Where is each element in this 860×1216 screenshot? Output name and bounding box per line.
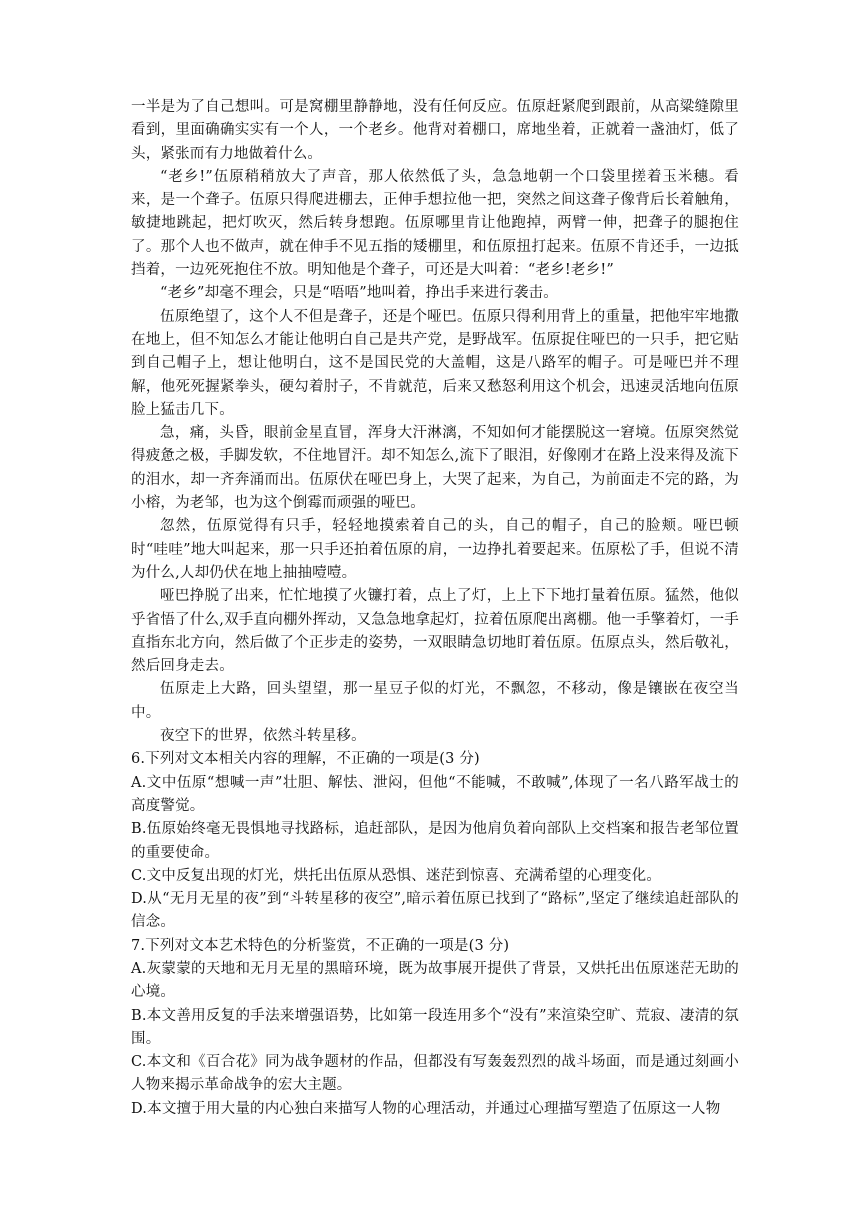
story-paragraph: 忽然，伍原觉得有只手，轻轻地摸索着自己的头，自己的帽子，自己的脸颊。哑巴顿时“哇哇”地大叫起来，那一只手还拍着伍原的肩，一边挣扎着要起来。伍原松了手，但说不清为什么,人却仍伏在地上抽抽噎噎。 bbox=[131, 518, 739, 581]
option-c: C.本文和《百合花》同为战争题材的作品，但都没有写轰轰烈烈的战斗场面，而是通过刻画小人物来揭示革命战争的宏大主题。 bbox=[131, 1054, 739, 1094]
option-a: A.文中伍原“想喊一声”壮胆、解怯、泄闷，但他“不能喊，不敢喊”,体现了一名八路军战士的高度警觉。 bbox=[131, 774, 739, 814]
question-stem: 7.下列对文本艺术特色的分析鉴赏，不正确的一项是(3 分) bbox=[131, 937, 510, 954]
option-b: B.本文善用反复的手法来增强语势，比如第一段连用多个“没有”来渲染空旷、荒寂、凄清的氛围。 bbox=[131, 1007, 739, 1047]
option-b: B.伍原始终毫无畏惧地寻找路标，追赶部队，是因为他肩负着向部队上交档案和报告老邹位置的重要使命。 bbox=[131, 821, 739, 861]
story-paragraph: 急，痛，头昏，眼前金星直冒，浑身大汗淋漓，不知如何才能摆脱这一窘境。伍原突然觉得疲惫之极，手脚发软，不住地冒汗。却不知怎么,流下了眼泪，好像刚才在路上没来得及流下的泪水，却一齐奔涌而出。伍原伏在哑巴身上，大哭了起来，为自己，为前面走不完的路，为小榕，为老邹，也为这个倒霉而顽强的哑巴。 bbox=[131, 425, 739, 512]
question-6 bbox=[131, 748, 739, 934]
option-c: C.文中反复出现的灯光，烘托出伍原从恐惧、迷茫到惊喜、充满希望的心理变化。 bbox=[131, 867, 662, 884]
option-d: D.本文擅于用大量的内心独白来描写人物的心理活动，并通过心理描写塑造了伍原这一人物 bbox=[131, 1100, 721, 1117]
story-text bbox=[131, 96, 739, 748]
document-page bbox=[131, 96, 739, 1121]
story-paragraph: 伍原绝望了，这个人不但是聋子，还是个哑巴。伍原只得利用背上的重量，把他牢牢地撒在地上，但不知怎么才能让他明白自己是共产党，是野战军。伍原捉住哑巴的一只手，把它贴到自己帽子上，想让他明白，这不是国民党的大盖帽，这是八路军的帽子。可是哑巴并不理解，他死死握紧拳头，硬勾着肘子，不肯就范，后来又愁怒利用这个机会，迅速灵活地向伍原脸上猛击几下。 bbox=[131, 308, 739, 418]
story-paragraph: 一半是为了自己想叫。可是窝棚里静静地，没有任何反应。伍原赶紧爬到跟前，从高粱缝隙里看到，里面确确实实有一个人，一个老乡。他背对着棚口，席地坐着，正就着一盏油灯，低了头，紧张而有力地做着什么。 bbox=[131, 99, 739, 162]
story-paragraph: 哑巴挣脱了出来，忙忙地摸了火镰打着，点上了灯，上上下下地打量着伍原。猛然，他似乎省悟了什么,双手直向棚外挥动，又急急地拿起灯，拉着伍原爬出离棚。他一手擎着灯，一手直指东北方向，然后做了个正步走的姿势，一双眼睛急切地盯着伍原。伍原点头，然后敬礼，然后回身走去。 bbox=[131, 588, 739, 675]
story-paragraph: 伍原走上大路，回头望望，那一星豆子似的灯光，不飘忽，不移动，像是镶嵌在夜空当中。 bbox=[131, 681, 739, 721]
question-stem: 6.下列对文本相关内容的理解，不正确的一项是(3 分) bbox=[131, 751, 480, 768]
option-d: D.从“无月无星的夜”到“斗转星移的夜空”,暗示着伍原已找到了“路标”,坚定了继续追赶部队的信念。 bbox=[131, 891, 739, 931]
story-paragraph: “老乡”却毫不理会，只是“唔唔”地叫着，挣出手来进行袭击。 bbox=[160, 285, 558, 302]
option-a: A.灰蒙蒙的天地和无月无星的黑暗环境，既为故事展开提供了背景，又烘托出伍原迷茫无助的心境。 bbox=[131, 960, 739, 1001]
question-7 bbox=[131, 935, 739, 1121]
story-paragraph: “老乡!”伍原稍稍放大了声音，那人依然低了头，急急地朝一个口袋里搓着玉米穗。看来，是一个聋子。伍原只得爬进棚去，正伸手想拉他一把，突然之间这聋子像背后长着触角，敏捷地跳起，把灯吹灭，然后转身想跑。伍原哪里肯让他跑掉，两臂一伸，把聋子的腿抱住了。那个人也不做声，就在伸手不见五指的矮棚里，和伍原扭打起来。伍原不肯还手，一边抵挡着，一边死死抱住不放。明知他是个聋子，可还是大叫着：“老乡!老乡!” bbox=[131, 168, 739, 279]
story-paragraph: 夜空下的世界，依然斗转星移。 bbox=[160, 728, 366, 745]
